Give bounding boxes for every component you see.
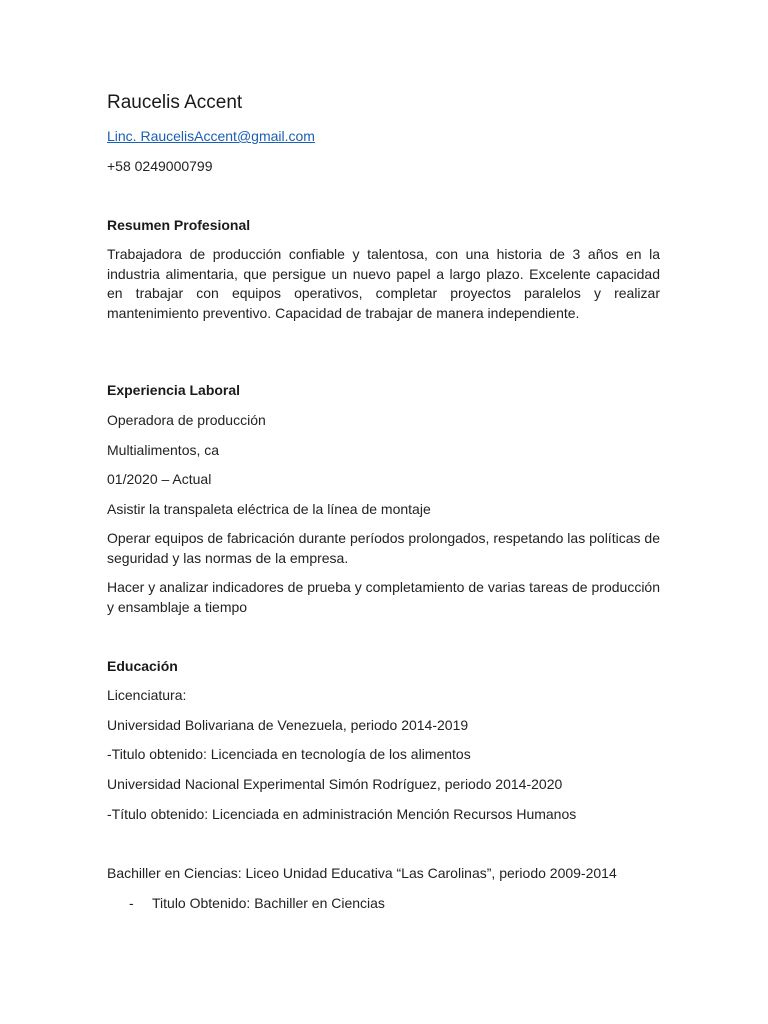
- email-link[interactable]: Linc. RaucelisAccent@gmail.com: [107, 128, 315, 144]
- job-company: Multialimentos, ca: [107, 442, 220, 458]
- highschool-entry: Bachiller en Ciencias: Liceo Unidad Educativa “Las Carolinas”, periodo 2009-2014: [107, 865, 617, 881]
- education-entry: Universidad Nacional Experimental Simón Rodríguez, periodo 2014-2020: [107, 776, 563, 792]
- dash-bullet-icon: -: [129, 895, 134, 911]
- job-position: Operadora de producción: [107, 412, 266, 428]
- education-entry: -Título obtenido: Licenciada en administración Mención Recursos Humanos: [107, 806, 577, 822]
- job-duty: Asistir la transpaleta eléctrica de la línea de montaje: [107, 501, 431, 517]
- experience-heading: Experiencia Laboral: [107, 382, 241, 398]
- education-entry: -Titulo obtenido: Licenciada en tecnología de los alimentos: [107, 746, 471, 762]
- education-entry: Universidad Bolivariana de Venezuela, periodo 2014-2019: [107, 717, 469, 733]
- candidate-name: Raucelis Accent: [107, 92, 243, 113]
- phone-number: +58 0249000799: [107, 158, 213, 174]
- highschool-title: Titulo Obtenido: Bachiller en Ciencias: [152, 895, 385, 911]
- job-dates: 01/2020 – Actual: [107, 471, 212, 487]
- job-duty: Operar equipos de fabricación durante períodos prolongados, respetando las políticas de seguridad y las normas de la empresa.: [107, 530, 660, 566]
- job-duty: Hacer y analizar indicadores de prueba y completamiento de varias tareas de producción y ensamblaje a tiempo: [107, 579, 660, 615]
- summary-paragraph: Trabajadora de producción confiable y talentosa, con una historia de 3 años en la industria alimentaria, que persigue un nuevo papel a largo plazo. Excelente capacidad en trabajar con equipos operativos, completar proyectos paralelos y realizar mantenimiento preventivo. Capacidad de trabajar de manera independiente.: [107, 246, 660, 321]
- education-heading: Educación: [107, 658, 178, 674]
- degree-label: Licenciatura:: [107, 687, 187, 703]
- summary-heading: Resumen Profesional: [107, 217, 251, 233]
